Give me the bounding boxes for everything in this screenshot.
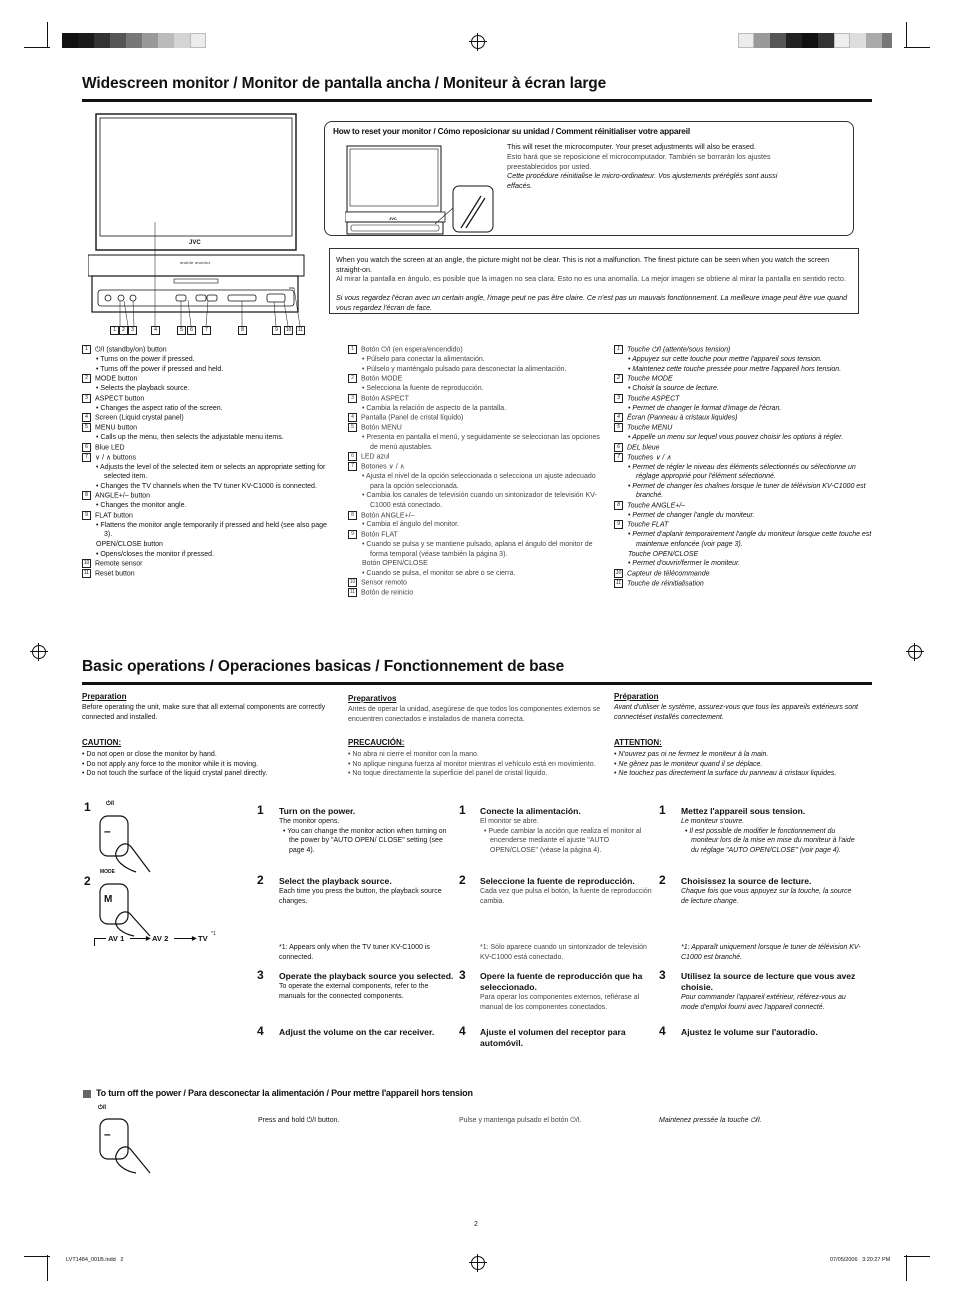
legend-label: Botón MODE [361, 375, 403, 383]
legend-item [82, 511, 332, 521]
legend-subitem: • Turns on the power if pressed. [96, 355, 195, 363]
legend-label: Touche ⏻/I (attente/sous tension) [627, 346, 731, 354]
legend-number: 6 [348, 452, 357, 461]
standby-icon: ⏻/I [106, 801, 115, 807]
power-off-text-es: Pulse y mantenga pulsado el botón ⏻/I. [459, 1117, 582, 1124]
step-fr-2 [681, 876, 857, 906]
legend-item [82, 423, 332, 433]
step-bullet: • Il est possible de modifier le fonctionnement du moniteur lors de la mise en mise du moniteur à l'aide du réglage "AUTO OPEN/CLOSE" (voir page 4). [685, 827, 855, 854]
caution-item: • No abra ni cierre el monitor con la mano. [348, 751, 479, 758]
step-title: Operate the playback source you selected. [279, 971, 454, 981]
legend-label: Botón de reinicio [361, 589, 414, 597]
registration-mark [908, 645, 922, 659]
legend-label: MODE button [95, 375, 138, 383]
callout-row [88, 326, 316, 336]
legend-item [82, 569, 332, 579]
legend-item [614, 345, 872, 355]
step-title: Select the playback source. [279, 876, 392, 886]
callout-3: 3 [128, 326, 137, 335]
step-body: To operate the external components, refer to the manuals for the connected components. [279, 983, 429, 1000]
legend-extra-label: Botón OPEN/CLOSE [362, 560, 428, 568]
legend-number: 2 [348, 374, 357, 383]
callout-4: 4 [151, 326, 160, 335]
legend-subitem: • Adjusts the level of the selected item or selects an appropriate setting for selected item. [96, 463, 326, 481]
legend-subitem: • Permet de changer l'angle du moniteur. [628, 511, 755, 519]
legend-number: 10 [349, 579, 356, 586]
legend-item [614, 453, 872, 463]
caution-fr [614, 738, 874, 779]
step-title: Adjust the volume on the car receiver. [279, 1027, 435, 1037]
step-body: The monitor opens. [279, 818, 340, 825]
step-number: 2 [659, 873, 666, 887]
reset-box [324, 121, 854, 236]
legend-label: Pantalla (Panel de cristal líquido) [361, 414, 464, 422]
legend-item [614, 374, 872, 384]
legend-subitem: • Permet d'aplanir temporairement l'angle du moniteur lorsque cette touche est maintenue enfoncée (voir page 3). [628, 531, 872, 548]
step-number: 2 [257, 873, 264, 887]
legend-label: Botón ASPECT [361, 395, 409, 402]
chain-item-av1: AV 1 [108, 934, 125, 943]
legend-item [614, 394, 872, 404]
step-es-1 [480, 806, 656, 855]
registration-mark [471, 1256, 485, 1270]
legend-label: Touche FLAT [627, 521, 669, 529]
legend-number: 2 [82, 374, 91, 383]
legend-label: ASPECT button [95, 395, 145, 402]
legend-label: ⏻/I (standby/on) button [95, 346, 167, 354]
legend-number: 3 [348, 394, 357, 403]
callout-2: 2 [119, 326, 128, 335]
step-number: 3 [459, 968, 466, 982]
chain-footnote-mark: *1 [211, 931, 216, 937]
legend-label: Capteur de télécommande [627, 570, 710, 578]
standby-icon: ⏻/I [98, 1105, 107, 1111]
legend-label: FLAT button [95, 512, 133, 520]
section-title-basic: Basic operations / Operaciones basicas / Fonctionnement de base [82, 658, 565, 675]
monitor-brand-logo: JVC [189, 240, 201, 246]
section-rule [82, 682, 872, 685]
legend-item [614, 423, 872, 433]
prep-es [348, 694, 604, 724]
reset-text-fr: Cette procédure réinitialise le micro-ordinateur. Vos ajustements préréglés sont aussi effacés. [507, 171, 778, 190]
legend-number: 1 [348, 345, 357, 354]
legend-item [82, 345, 332, 355]
title-rule [82, 99, 872, 102]
step-number: 1 [257, 803, 264, 817]
legend-fr [614, 345, 872, 589]
power-off-text-en: Press and hold ⏻/I button. [258, 1117, 340, 1124]
legend-subitem: • Flattens the monitor angle temporarily if pressed and held (see also page 3). [96, 521, 327, 539]
step-title: Turn on the power. [279, 806, 356, 816]
caution-item: • N'ouvrez pas ni ne fermez le moniteur à la main. [614, 751, 769, 758]
legend-subitem: • Púlselo para conectar la alimentación. [362, 355, 485, 363]
source-chain: AV 1 ▶ AV 2 ▶ TV *1 [94, 934, 234, 948]
caution-heading: PRECAUCIÓN: [348, 738, 405, 747]
legend-subitem: • Cuando se pulsa, el monitor se abre o se cierra. [362, 569, 516, 577]
svg-text:JVC: JVC [389, 216, 397, 221]
legend-label: Blue LED [95, 444, 125, 451]
legend-number: 11 [83, 570, 90, 577]
legend-item [614, 520, 872, 530]
legend-item [348, 423, 606, 433]
step-en-2 [279, 876, 455, 906]
legend-subitem: • Cambia la relación de aspecto de la pantalla. [362, 404, 507, 412]
legend-item [614, 579, 872, 589]
legend-subitem: • Cuando se pulsa y se mantiene pulsado, aplana el ángulo del monitor de forma temporal (véase también la página 3). [362, 540, 593, 558]
finger-press-illustration [94, 812, 154, 874]
callout-6: 6 [187, 326, 196, 335]
angle-note-box [329, 248, 859, 314]
step-fr-4 [681, 1027, 861, 1038]
legend-label: ANGLE+/– button [95, 492, 151, 500]
step-en-3 [279, 971, 455, 1001]
registration-mark [471, 35, 485, 49]
legend-number: 6 [614, 443, 623, 452]
legend-label: Reset button [95, 570, 135, 578]
legend-number: 11 [349, 589, 356, 596]
prep-fr [614, 692, 872, 722]
legend-item [614, 443, 872, 453]
legend-item [82, 394, 332, 404]
legend-item [348, 345, 606, 355]
legend-item [82, 453, 332, 463]
legend-item [348, 413, 606, 423]
legend-label: ∨ / ∧ buttons [95, 453, 136, 461]
step-body: El monitor se abre. [480, 818, 539, 825]
step-body: Le moniteur s'ouvre. [681, 818, 745, 825]
legend-subitem: • Choisit la source de lecture. [628, 385, 719, 393]
caution-en [82, 738, 334, 779]
legend-label: Botones ∨ / ∧ [361, 463, 405, 471]
step-es-4 [480, 1027, 656, 1049]
legend-subitem: • Calls up the menu, then selects the adjustable menu items. [96, 434, 284, 442]
legend-number: 11 [615, 579, 622, 586]
legend-number: 6 [82, 443, 91, 452]
legend-label: Écran (Panneau à cristaux liquides) [627, 414, 738, 422]
step-number: 4 [659, 1024, 666, 1038]
illus-step-number: 1 [84, 800, 91, 814]
legend-extra-label: OPEN/CLOSE button [96, 540, 163, 548]
footer-timestamp: 07/05/2006 3:20:27 PM [830, 1257, 891, 1263]
legend-number: 4 [614, 413, 623, 422]
legend-label: Sensor remoto [361, 579, 407, 587]
legend-number: 9 [348, 530, 357, 539]
step-number: 3 [659, 968, 666, 982]
legend-number: 8 [348, 511, 357, 520]
legend-item [82, 413, 332, 423]
power-off-text-fr: Maintenez pressée la touche ⏻/I. [659, 1117, 762, 1124]
legend-label: LED azul [361, 453, 390, 461]
legend-subitem: • Ajusta el nivel de la opción seleccionada o selecciona un ajuste adecuado para la opción seleccionada. [362, 473, 596, 490]
callout-9: 9 [272, 326, 281, 335]
legend-label: Touche de réinitialisation [627, 580, 704, 588]
legend-label: Touche MENU [627, 424, 673, 432]
mode-button-glyph: M [104, 894, 113, 905]
legend-item [348, 530, 606, 540]
callout-5: 5 [177, 326, 186, 335]
page-number: 2 [474, 1221, 478, 1228]
legend-number: 9 [614, 520, 623, 529]
legend-subitem: • Maintenez cette touche pressée pour mettre l'appareil hors tension. [628, 365, 842, 373]
legend-number: 5 [82, 423, 91, 432]
prep-text: Antes de operar la unidad, asegúrese de que todos los componentes externos se encuentren conectados e instalados de manera correcta. [348, 706, 601, 723]
callout-10: 10 [285, 327, 292, 333]
step-title: Ajustez le volume sur l'autoradio. [681, 1027, 818, 1037]
prep-heading: Preparativos [348, 694, 397, 703]
step-bullet: • Puede cambiar la acción que realiza el monitor al encenderse mediante el ajuste "AUTO OPEN/CLOSE" (véase la página 4). [484, 827, 642, 854]
caution-item: • Do not apply any force to the monitor while it is moving. [82, 760, 258, 768]
legend-subitem: • Changes the aspect ratio of the screen. [96, 404, 223, 412]
prep-heading: Préparation [614, 692, 659, 701]
legend-subitem: • Permet de changer le format d'image de l'écran. [628, 404, 782, 412]
legend-number: 9 [82, 511, 91, 520]
step-number: 1 [459, 803, 466, 817]
legend-label: MENU button [95, 424, 138, 432]
legend-item [348, 588, 606, 598]
legend-en [82, 345, 332, 579]
legend-subitem: • Selecciona la fuente de reproducción. [362, 385, 484, 393]
legend-item [614, 501, 872, 511]
legend-number: 10 [83, 560, 90, 567]
legend-number: 2 [614, 374, 623, 383]
chain-item-tv: TV [198, 934, 208, 943]
legend-subitem: • Changes the monitor angle. [96, 502, 187, 510]
legend-item [614, 569, 872, 579]
legend-item [82, 559, 332, 569]
legend-item [348, 394, 606, 404]
footer-file-name: LVT1484_001B.indd 2 [66, 1257, 124, 1263]
step-en-1 [279, 806, 455, 855]
reset-box-title: How to reset your monitor / Cómo reposicionar su unidad / Comment réinitialiser votre appareil [333, 126, 690, 136]
legend-number: 4 [82, 413, 91, 422]
legend-subitem: • Opens/closes the monitor if pressed. [96, 550, 215, 558]
legend-number: 5 [614, 423, 623, 432]
legend-subitem: • Selects the playback source. [96, 385, 190, 393]
legend-number: 4 [348, 413, 357, 422]
legend-label: Screen (Liquid crystal panel) [95, 414, 184, 422]
legend-number: 10 [615, 569, 622, 576]
step-title: Seleccione la fuente de reproducción. [480, 876, 635, 886]
legend-label: DEL bleue [627, 444, 660, 451]
legend-label: Botón ANGLE+/– [361, 511, 415, 519]
legend-label: Botón FLAT [361, 531, 398, 539]
step-number: 4 [459, 1024, 466, 1038]
step-body: Chaque fois que vous appuyez sur la touche, la source de lecture change. [681, 888, 852, 905]
step-title: Conecte la alimentación. [480, 806, 581, 816]
finger-press-illustration [94, 880, 154, 938]
legend-label: Botón MENU [361, 424, 402, 432]
legend-label: Touche ASPECT [627, 395, 680, 402]
legend-subitem: • Appuyez sur cette touche pour mettre l'appareil sous tension. [628, 355, 822, 363]
step-title: Mettez l'appareil sous tension. [681, 806, 806, 816]
caution-item: • No aplique ninguna fuerza al monitor mientras el vehículo está en movimiento. [348, 760, 596, 768]
step-number: 2 [459, 873, 466, 887]
step-body: Para operar los componentes externos, refiérase al manual de los componentes conectados. [480, 994, 640, 1011]
angle-text-fr: Si vous regardez l'écran avec un certain angle, l'image peut ne pas être claire. Ce n'est pas un mauvais fonctionnement. La meilleure image peut être vue quand vous regardez l'écran de face. [336, 293, 848, 312]
legend-item [82, 443, 332, 453]
step-footnote-es: *1: Sólo aparece cuando un sintonizador de televisión KV-C1000 está conectado. [480, 944, 647, 961]
caution-item: • No toque directamente la superficie del panel de cristal líquido. [348, 770, 548, 778]
legend-subitem: • Cambia los canales de televisión cuando un sintonizador de televisión KV-C1000 está conectado. [362, 492, 597, 509]
page-title: Widescreen monitor / Monitor de pantalla ancha / Moniteur à écran large [82, 75, 607, 92]
step-footnote-en: *1: Appears only when the TV tuner KV-C1000 is connected. [279, 944, 430, 961]
legend-extra-label: Touche OPEN/CLOSE [628, 550, 699, 558]
legend-item [82, 374, 332, 384]
step-title: Utilisez la source de lecture que vous avez choisie. [681, 971, 856, 992]
power-off-marker [83, 1090, 91, 1098]
prep-text: Avant d'utiliser le système, assurez-vous que tous les appareils extérieurs sont connectéset installés correctement. [614, 704, 858, 721]
prep-heading: Preparation [82, 692, 127, 701]
step-fr-1 [681, 806, 857, 855]
minus-button-glyph: – [104, 1127, 111, 1141]
legend-number: 7 [348, 462, 357, 471]
monitor-diagram [88, 112, 316, 342]
caution-item: • Do not touch the surface of the liquid crystal panel directly. [82, 770, 268, 778]
legend-subitem: • Cambia el ángulo del monitor. [362, 521, 460, 529]
legend-label: Touches ∨ / ∧ [627, 453, 672, 461]
illus-step-number: 2 [84, 874, 91, 888]
caution-item: • Ne gênez pas le moniteur quand il se déplace. [614, 760, 763, 768]
legend-item [348, 452, 606, 462]
caution-item: • Do not open or close the monitor by hand. [82, 751, 217, 758]
legend-number: 8 [82, 491, 91, 500]
legend-subitem: • Permet d'ouvrir/fermer le moniteur. [628, 560, 741, 568]
reset-text-en: This will reset the microcomputer. Your preset adjustments will also be erased. [507, 142, 756, 151]
legend-number: 8 [614, 501, 623, 510]
reset-illustration [345, 144, 495, 236]
legend-item [82, 491, 332, 501]
caution-heading: ATTENTION: [614, 738, 662, 747]
callout-11: 11 [297, 327, 304, 333]
callout-1: 1 [110, 326, 119, 335]
legend-es [348, 345, 606, 598]
step-en-4 [279, 1027, 449, 1038]
legend-item [348, 374, 606, 384]
monitor-model-label: mobile monitor [180, 260, 211, 265]
caution-heading: CAUTION: [82, 738, 122, 747]
mode-label-icon: MODE [100, 869, 115, 875]
registration-mark [32, 645, 46, 659]
legend-number: 1 [614, 345, 623, 354]
caution-es [348, 738, 604, 779]
legend-number: 7 [82, 453, 91, 462]
legend-label: Touche MODE [627, 375, 673, 383]
step-body: Pour commander l'appareil extérieur, référez-vous au mode d'emploi fourni avec l'appareil connecté. [681, 994, 846, 1011]
angle-text-es: Al mirar la pantalla en ángulo, es posible que la imagen no sea clara. Esto no es una anomalía. La mejor imagen se obtiene al mirar la pantalla en sentido recto. [336, 274, 846, 283]
legend-subitem: • Púlselo y manténgalo pulsado para desconectar la alimentación. [362, 365, 567, 373]
caution-item: • Ne touchez pas directement la surface du panneau à cristaux liquides. [614, 770, 837, 778]
legend-number: 5 [348, 423, 357, 432]
legend-number: 3 [82, 394, 91, 403]
legend-label: Touche ANGLE+/– [627, 502, 686, 510]
step-number: 1 [659, 803, 666, 817]
step-fr-3 [681, 971, 857, 1012]
legend-subitem: • Turns off the power if pressed and held. [96, 365, 224, 373]
legend-number: 7 [614, 453, 623, 462]
step-es-2 [480, 876, 656, 906]
step-es-3 [480, 971, 660, 1012]
legend-label: Botón ⏻/I (en espera/encendido) [361, 346, 463, 354]
power-off-title: To turn off the power / Para desconectar la alimentación / Pour mettre l'appareil hors tension [96, 1088, 473, 1098]
legend-subitem: • Permet de régler le niveau des éléments sélectionnés ou sélectionne un réglage approprié pour l'élément sélectionné. [628, 463, 856, 481]
legend-number: 1 [82, 345, 91, 354]
step-number: 3 [257, 968, 264, 982]
finger-press-illustration [94, 1115, 154, 1175]
legend-item [348, 578, 606, 588]
legend-subitem: • Appelle un menu sur lequel vous pouvez choisir les options à régler. [628, 434, 844, 442]
prep-en [82, 692, 334, 722]
legend-subitem: • Presenta en pantalla el menú, y seguidamente se seleccionan las opciones de menú ajustables. [362, 434, 600, 451]
callout-7: 7 [202, 326, 211, 335]
prep-text: Before operating the unit, make sure that all external components are correctly connected and installed. [82, 704, 326, 721]
step-body: Each time you press the button, the playback source changes. [279, 888, 442, 905]
reset-text-es: Esto hará que se reposicione el microcomputador. También se borrarán los ajustes preestablecidos por usted. [507, 152, 771, 171]
angle-text-en: When you watch the screen at an angle, the picture might not be clear. This is not a malfunction. The finest picture can be seen when you watch the screen straight-on. [336, 255, 830, 274]
step-bullet: • You can change the monitor action when turning on the power by "AUTO OPEN/ CLOSE" setting (see page 4). [283, 827, 447, 854]
step-title: Opere la fuente de reproducción que ha seleccionado. [480, 971, 643, 992]
legend-number: 3 [614, 394, 623, 403]
step-body: Cada vez que pulsa el botón, la fuente de reproducción cambia. [480, 888, 652, 905]
callout-8: 8 [238, 326, 247, 335]
legend-item [614, 413, 872, 423]
chain-item-av2: AV 2 [152, 934, 169, 943]
step-title: Choisissez la source de lecture. [681, 876, 812, 886]
step-number: 4 [257, 1024, 264, 1038]
legend-item [348, 462, 606, 472]
step-title: Ajuste el volumen del receptor para automóvil. [480, 1027, 626, 1048]
legend-subitem: • Changes the TV channels when the TV tuner KV-C1000 is connected. [96, 482, 317, 490]
legend-subitem: • Permet de changer les chaînes lorsque le tuner de télévision KV-C1000 est branché. [628, 482, 866, 500]
minus-button-glyph: – [104, 824, 111, 838]
step-footnote-fr: *1: Apparaît uniquement lorsque le tuner de télévision KV-C1000 est branché. [681, 944, 861, 961]
legend-label: Remote sensor [95, 560, 143, 568]
legend-item [348, 511, 606, 521]
